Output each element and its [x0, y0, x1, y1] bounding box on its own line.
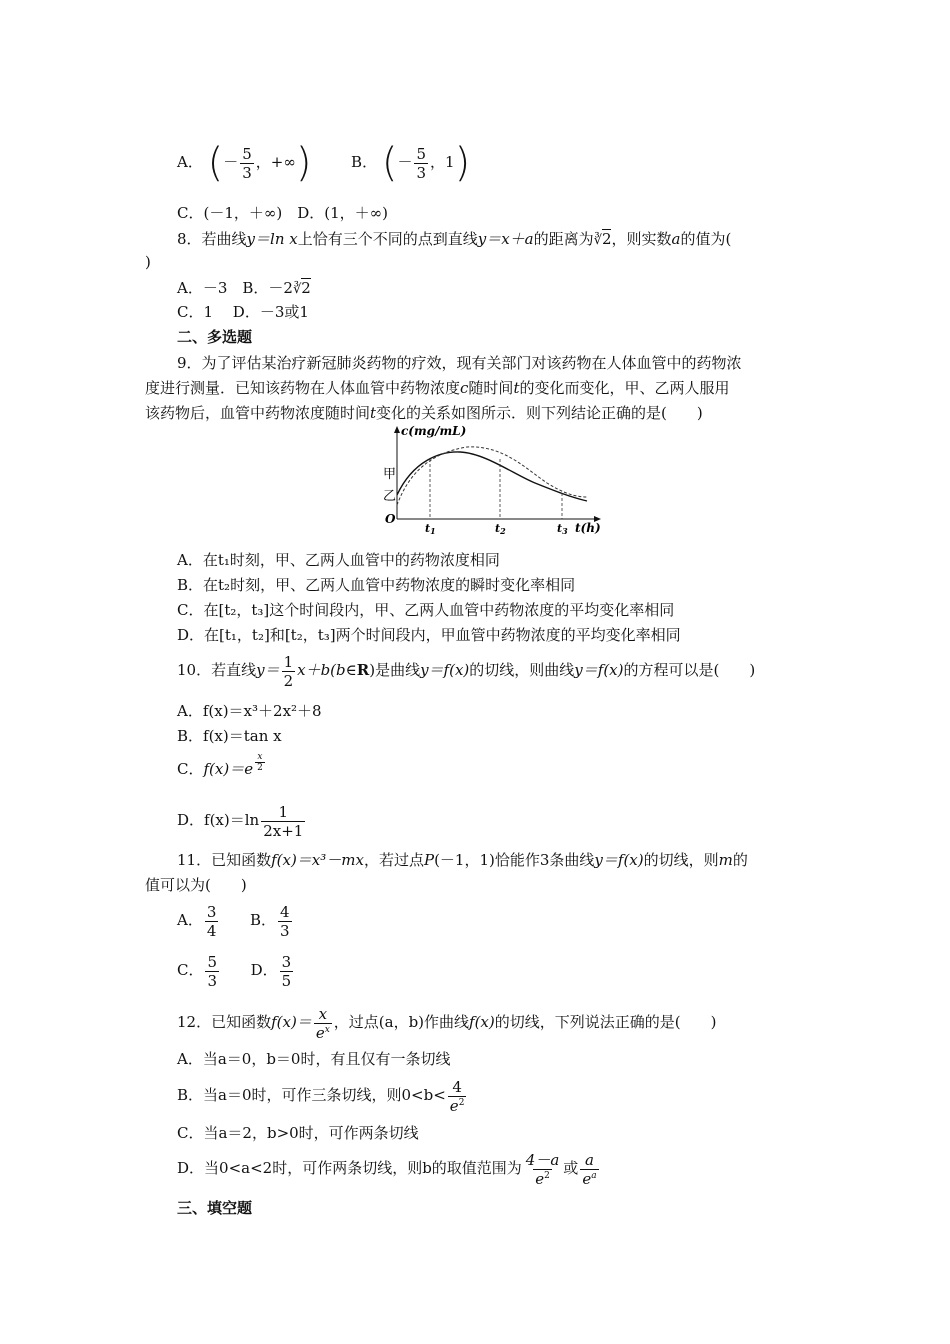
- q12-d-fraction2: [580, 1151, 598, 1188]
- q12-b-fraction: [448, 1078, 467, 1115]
- chart-label-jia: 甲: [383, 467, 397, 482]
- section-fill-in: 三、填空题: [177, 1199, 253, 1217]
- q10-option-d: [177, 798, 307, 842]
- q10-c-e: e: [244, 760, 254, 778]
- q7-a-num: 5: [242, 144, 252, 163]
- q12-den-base: e: [315, 1023, 325, 1042]
- q9-line3a: 该药物后，血管中药物浓度随时间: [145, 404, 371, 422]
- q11-d-fraction: [280, 953, 294, 990]
- q8-stem-e: 的距离为: [533, 230, 594, 248]
- q10-option-a: A．f(x)＝x³＋2x²＋8: [177, 702, 322, 720]
- q12-option-c: C．当a＝2，b>0时，可作两条切线: [177, 1124, 419, 1142]
- q7-b-minus: －: [397, 153, 413, 171]
- q7-option-a-label: A．: [177, 153, 203, 171]
- chart-y-arrow: [394, 426, 400, 433]
- q11-function: f(x)＝x³－mx: [271, 851, 364, 869]
- q12-d-den2-base: e: [582, 1169, 592, 1188]
- q10-den: 2: [283, 671, 294, 690]
- q7-options-cd: C．(－1，＋∞) D．(1，＋∞): [177, 204, 388, 222]
- q9-var-c: c: [460, 379, 469, 397]
- q10-reals: R: [356, 661, 370, 679]
- q8-line: y＝x＋a: [477, 230, 534, 248]
- q9-line2c: 随时间: [468, 379, 514, 397]
- q8-curve: y＝ln x: [246, 230, 298, 248]
- q12-den-exp: x: [324, 1024, 330, 1035]
- q12-b-den-exp: 2: [458, 1097, 465, 1108]
- q12-den: [314, 1023, 332, 1042]
- chart-tick-t1: t1: [425, 522, 436, 535]
- q8-stem-close: ): [145, 253, 151, 271]
- q12-function: f(x)＝: [271, 1013, 312, 1031]
- q7-b-num: 5: [416, 144, 427, 163]
- q10-stem-c: x＋b(b∈: [297, 661, 357, 679]
- q12-option-d: [177, 1146, 601, 1190]
- q8-stem-h: 的值为(: [680, 230, 732, 248]
- q8-options-cd: C．1 D．－3或1: [177, 303, 309, 321]
- q10-c-exponent: [255, 752, 265, 773]
- q9-var-t2: t: [370, 404, 377, 422]
- q12-curve: f(x): [469, 1013, 495, 1031]
- q11-curve: y＝f(x): [594, 851, 644, 869]
- q11-line1g: 的切线，则: [643, 851, 719, 869]
- q7-a-close-paren: ): [295, 140, 312, 186]
- q7-b-rest: ，1: [430, 153, 455, 171]
- q9-line2a: 度进行测量．已知该药物在人体血管中药物浓度: [145, 379, 461, 397]
- q11-line2: 值可以为( ): [145, 876, 247, 894]
- chart-tick-t2: t2: [495, 522, 506, 535]
- chart-series-jia: [397, 452, 587, 501]
- q12-d-num1: 4－a: [525, 1150, 560, 1169]
- chart-origin: O: [385, 512, 396, 526]
- q11-b-den: 3: [279, 921, 290, 940]
- chart-x-label: t(h): [575, 521, 601, 535]
- q7-a-fraction: [240, 145, 254, 182]
- q9-line2: [145, 378, 729, 398]
- q7-b-close-paren: ): [454, 140, 471, 186]
- q11-line1e: (－1，1)恰能作3条曲线: [434, 851, 595, 869]
- q12-d-fraction1: [524, 1151, 562, 1188]
- q7-a-open-paren: (: [207, 140, 224, 186]
- q12-d-text: D．当0<a<2时，可作两条切线，则b的取值范围为: [177, 1159, 522, 1177]
- q12-b-den-base: e: [449, 1096, 459, 1115]
- q7-a-rest: ，+∞: [255, 153, 296, 171]
- q7-b-fraction: [414, 145, 428, 182]
- q7-b-open-paren: (: [381, 140, 398, 186]
- q10-d-fraction: [261, 803, 305, 840]
- q7-a-den: 3: [242, 163, 252, 182]
- q8-ab-text: A．－3 B．－2: [177, 279, 293, 297]
- q10-curve2: y＝f(x): [574, 661, 624, 679]
- q8-root-value: 2: [601, 230, 612, 248]
- q12-stem-a: 12．已知函数: [177, 1013, 272, 1031]
- q8-stem-a: 8．若曲线: [177, 230, 247, 248]
- q9-option-a: A．在t₁时刻，甲、乙两人血管中的药物浓度相同: [177, 551, 500, 569]
- q7-option-b-label: B．: [351, 153, 378, 171]
- q9-var-t: t: [513, 379, 520, 397]
- q12-b-den: [448, 1096, 467, 1115]
- q10-c-exp-num: x: [257, 752, 263, 762]
- q11-c-num: 5: [207, 952, 218, 971]
- chart-series-yi: [397, 447, 587, 505]
- q12-stem: [177, 1000, 716, 1044]
- q11-point: P: [423, 851, 435, 869]
- q11-d-num: 3: [281, 952, 292, 971]
- q12-d-num2: a: [584, 1150, 594, 1169]
- q8-stem-c: 上恰有三个不同的点到直线: [297, 230, 478, 248]
- q11-line1c: ，若过点: [363, 851, 424, 869]
- q11-c-fraction: [205, 953, 219, 990]
- q12-d-den2-exp: a: [591, 1170, 597, 1181]
- q10-stem: [177, 650, 755, 690]
- q12-option-a: A．当a＝0，b＝0时，有且仅有一条切线: [177, 1050, 451, 1068]
- q9-option-b: B．在t₂时刻，甲、乙两人血管中药物浓度的瞬时变化率相同: [177, 576, 576, 594]
- q9-concentration-chart: [375, 423, 607, 535]
- q9-line3: [145, 403, 703, 423]
- q8-options-ab: [177, 278, 311, 300]
- q11-line1i: 的: [732, 851, 748, 869]
- q10-c-exp-den: 2: [257, 763, 263, 773]
- q8-root-sign: ∛: [593, 233, 602, 248]
- q11-var-m: m: [718, 851, 733, 869]
- chart-tick-t3: t3: [557, 522, 568, 535]
- q12-stem-e: 的切线，下列说法正确的是( ): [494, 1013, 717, 1031]
- q11-options-ab: [177, 900, 294, 940]
- q10-option-c: [177, 754, 267, 784]
- q10-fraction: [282, 653, 296, 690]
- q9-line3c: 变化的关系如图所示．则下列结论正确的是( ): [376, 404, 703, 422]
- q11-a-num: 3: [206, 902, 217, 921]
- q10-stem-h: 的方程可以是( ): [623, 661, 756, 679]
- q10-d-num: 1: [278, 802, 289, 821]
- q8-ab-root-sign: ∛: [292, 282, 302, 297]
- q12-d-den1-exp: 2: [544, 1170, 550, 1181]
- q10-c-label: C．: [177, 760, 204, 778]
- q11-b-num: 4: [279, 902, 290, 921]
- q12-d-or: 或: [563, 1159, 579, 1177]
- q12-stem-c: ，过点(a，b)作曲线: [333, 1013, 470, 1031]
- q11-line1a: 11．已知函数: [177, 851, 272, 869]
- q10-curve: y＝f(x): [420, 661, 470, 679]
- q12-b-num: 4: [452, 1077, 462, 1096]
- q12-d-den1-base: e: [535, 1169, 545, 1188]
- q11-c-den: 3: [207, 971, 218, 990]
- q10-stem-b: y＝: [256, 661, 280, 679]
- q11-options-cd: [177, 950, 295, 990]
- q10-num: 1: [283, 652, 294, 671]
- q10-c-f: f(x)＝: [203, 760, 245, 778]
- q9-line2e: 的变化而变化，甲、乙两人服用: [519, 379, 730, 397]
- q11-d-label: D．: [250, 961, 278, 979]
- q10-stem-f: 的切线，则曲线: [469, 661, 575, 679]
- q12-d-den1: [533, 1169, 552, 1188]
- q11-a-label: A．: [177, 911, 203, 929]
- q10-d-den: 2x+1: [263, 821, 304, 840]
- q8-stem: [177, 229, 731, 251]
- q10-stem-d: )是曲线: [369, 661, 421, 679]
- q12-fraction: [314, 1005, 332, 1042]
- q8-stem-f: ，则实数: [611, 230, 672, 248]
- q11-line1: [177, 850, 748, 870]
- q11-a-fraction: [205, 903, 219, 940]
- q12-num: x: [318, 1004, 328, 1023]
- q9-option-c: C．在[t₂，t₃]这个时间段内，甲、乙两人血管中药物浓度的平均变化率相同: [177, 601, 675, 619]
- q11-d-den: 5: [281, 971, 292, 990]
- q12-d-den2: [580, 1169, 598, 1188]
- q11-b-label: B．: [249, 911, 276, 929]
- q11-a-den: 4: [206, 921, 217, 940]
- q9-line1: 9．为了评估某治疗新冠肺炎药物的疗效，现有关部门对该药物在人体血管中的药物浓: [177, 354, 742, 372]
- q9-option-d: D．在[t₁，t₂]和[t₂，t₃]两个时间段内，甲血管中药物浓度的平均变化率相同: [177, 626, 681, 644]
- q8-ab-root-value: 2: [301, 279, 311, 297]
- q7-a-minus: －: [223, 153, 239, 171]
- q11-c-label: C．: [177, 961, 204, 979]
- chart-y-label: c(mg/mL): [401, 424, 467, 438]
- q8-var-a: a: [671, 230, 681, 248]
- q12-b-text: B．当a＝0时，可作三条切线，则0<b<: [177, 1086, 446, 1104]
- q12-option-b: [177, 1074, 468, 1116]
- q11-b-fraction: [278, 903, 292, 940]
- q10-stem-a: 10．若直线: [177, 661, 257, 679]
- section-multiple-choice: 二、多选题: [177, 328, 253, 346]
- q10-d-label: D．f(x)＝ln: [177, 811, 260, 829]
- chart-label-yi: 乙: [383, 489, 397, 504]
- q7-options-ab: [177, 138, 470, 186]
- q10-option-b: B．f(x)＝tan x: [177, 727, 282, 745]
- q7-b-den: 3: [416, 163, 427, 182]
